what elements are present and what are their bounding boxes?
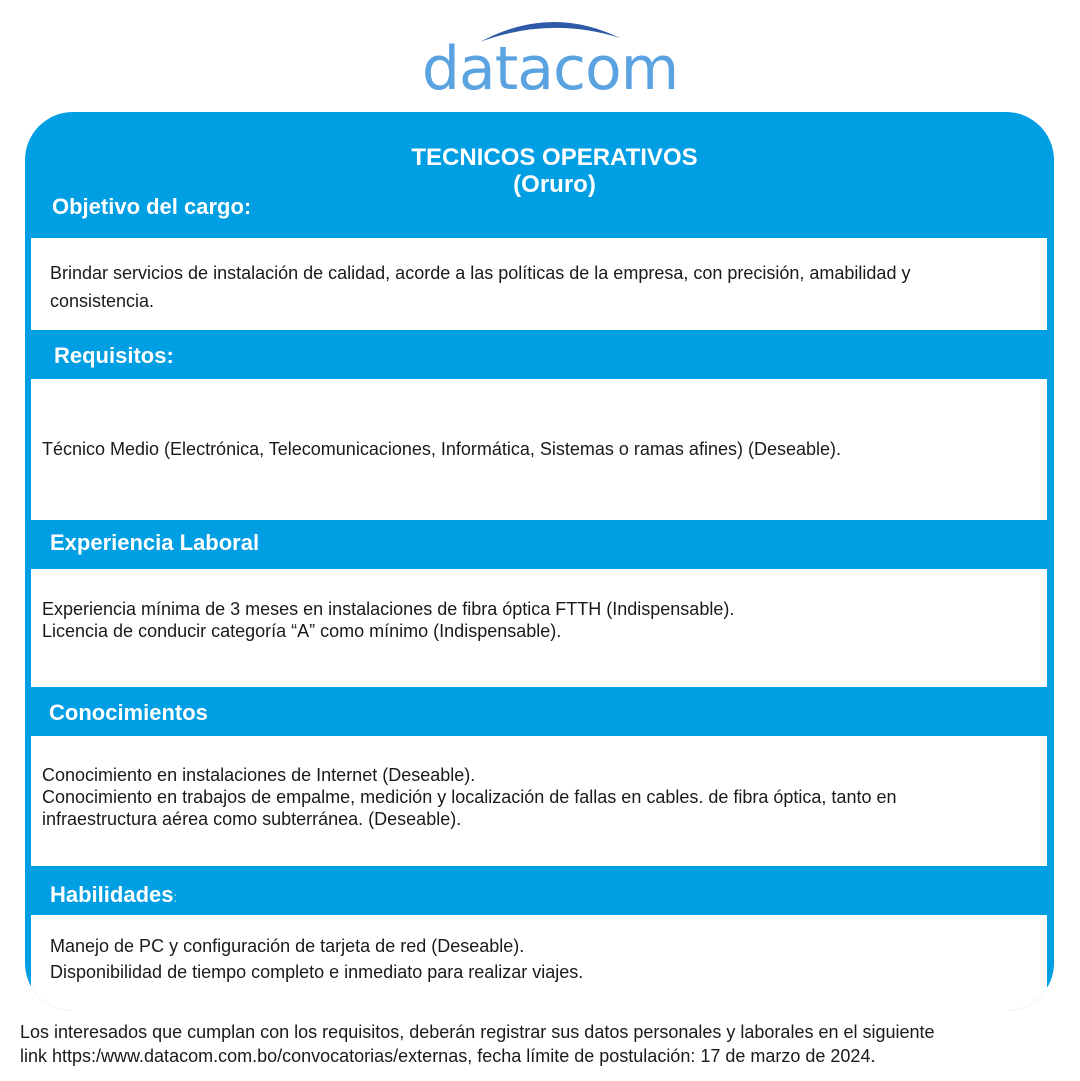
section-label-requisitos: Requisitos: [54, 343, 174, 368]
objetivo-text [50, 259, 1040, 315]
objetivo-line: Brindar servicios de instalación de calidad, acorde a las políticas de la empresa, con precisión, amabilidad y [50, 263, 911, 283]
habilidades-label-text: Habilidades [50, 882, 174, 907]
conocimientos-text [42, 764, 1042, 830]
section-label-conocimientos: Conocimientos [49, 700, 208, 725]
experiencia-text [42, 598, 1032, 642]
habilidades-label-colon: : [173, 889, 178, 905]
habilidades-line: Manejo de PC y configuración de tarjeta de red (Deseable). [50, 936, 525, 956]
job-location: (Oruro) [513, 171, 596, 198]
panel-conocimientos [31, 736, 1047, 866]
panel-requisitos [31, 379, 1047, 520]
section-label-objetivo: Objetivo del cargo: [52, 194, 252, 219]
footer-note [20, 1020, 1070, 1068]
habilidades-text [50, 933, 1040, 985]
footer-line: link https:/www.datacom.com.bo/convocatorias/externas, fecha límite de postulación: 17 de marzo de 2024. [20, 1046, 876, 1066]
job-title [25, 144, 1054, 198]
job-card [25, 112, 1054, 1011]
panel-habilidades [31, 915, 1047, 1011]
logo-text: datacom [421, 34, 679, 104]
job-title-line1: TECNICOS OPERATIVOS [411, 144, 698, 171]
experiencia-line: Licencia de conducir categoría “A” como mínimo (Indispensable). [42, 621, 562, 641]
conocimientos-line: Conocimiento en trabajos de empalme, medición y localización de fallas en cables. de fibra óptica, tanto en [42, 787, 897, 807]
experiencia-line: Experiencia mínima de 3 meses en instalaciones de fibra óptica FTTH (Indispensable). [42, 599, 735, 619]
section-label-habilidades [50, 882, 177, 910]
section-label-experiencia: Experiencia Laboral [50, 530, 260, 555]
datacom-logo [0, 12, 1080, 102]
habilidades-line: Disponibilidad de tiempo completo e inmediato para realizar viajes. [50, 962, 584, 982]
conocimientos-line: Conocimiento en instalaciones de Internet (Deseable). [42, 765, 476, 785]
requisitos-text [42, 438, 1032, 460]
conocimientos-line: infraestructura aérea como subterránea. (Deseable). [42, 809, 462, 829]
footer-line: Los interesados que cumplan con los requisitos, deberán registrar sus datos personales y laborales en el siguiente [20, 1022, 935, 1042]
requisitos-line: Técnico Medio (Electrónica, Telecomunicaciones, Informática, Sistemas o ramas afines) (Deseable). [42, 439, 842, 459]
panel-objetivo [31, 238, 1047, 330]
panel-experiencia [31, 569, 1047, 687]
objetivo-line: consistencia. [50, 291, 155, 311]
